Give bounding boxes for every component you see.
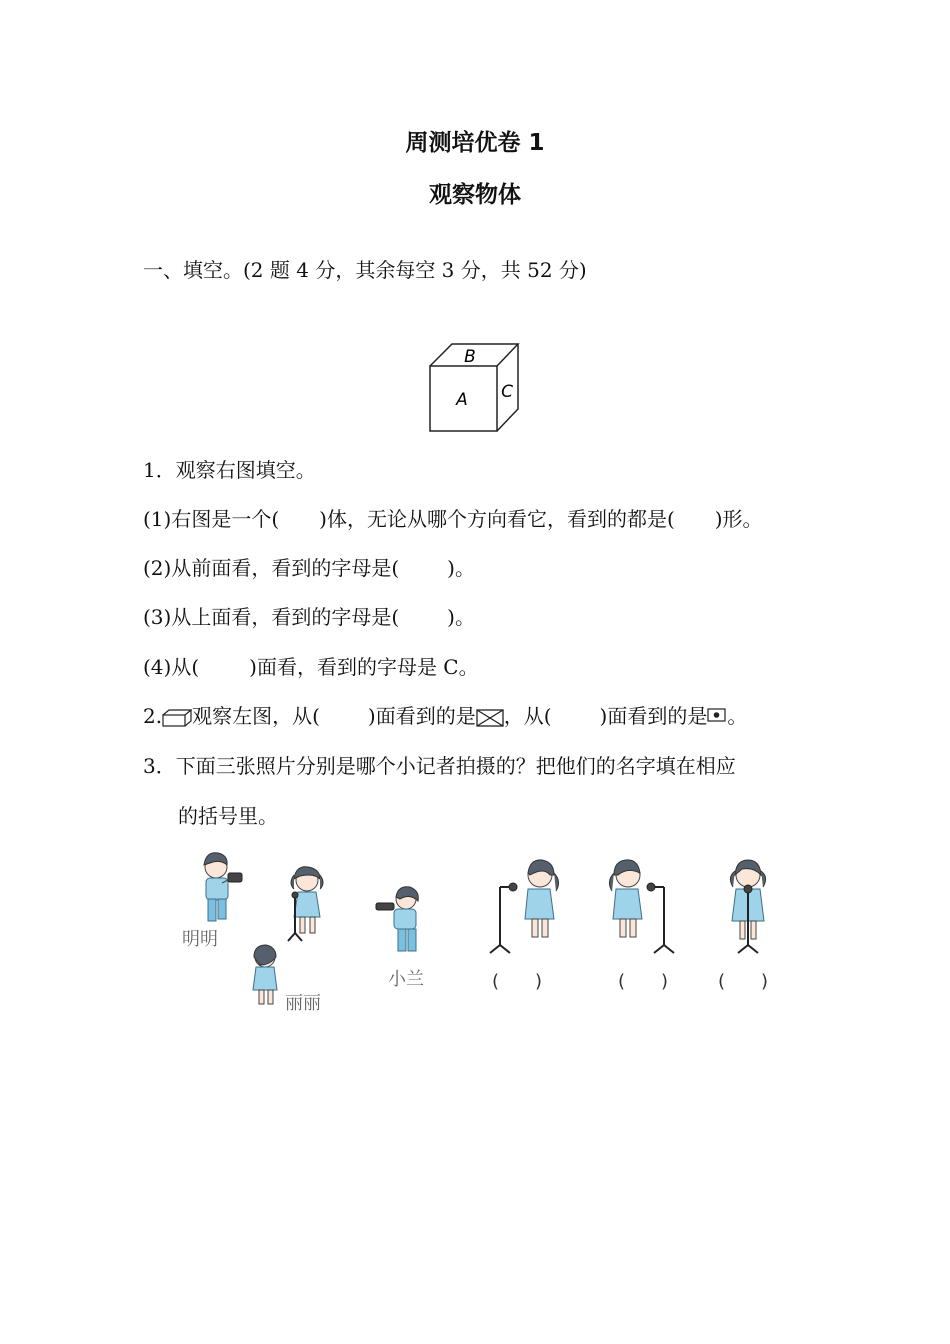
q3-line2: 的括号里。 [178, 804, 278, 828]
q3-line1: 3．下面三张照片分别是哪个小记者拍摄的？把他们的名字填在相应 [143, 754, 736, 778]
q1-part3 [143, 601, 475, 630]
name-lili: 丽丽 [285, 993, 321, 1014]
q1-part3-text-b: )。 [447, 605, 475, 629]
answer-bracket-3[interactable]: ( ) [718, 971, 769, 992]
answer-bracket-1[interactable]: ( ) [492, 971, 543, 992]
q1-part4-text-a: (4)从( [143, 655, 200, 679]
q1-part2-text-b: )。 [447, 556, 475, 580]
q2-text-b: )面看到的是 [367, 704, 476, 728]
q2-text-e: 。 [727, 704, 748, 728]
reporters-figure [170, 845, 800, 1020]
q1-part2 [143, 552, 475, 581]
q2-line [143, 700, 747, 729]
crossed-rectangle-icon [476, 708, 504, 728]
q2-text-d: )面看到的是 [599, 704, 708, 728]
q2-number: 2. [143, 704, 163, 728]
q1-part1-text-c: )形。 [714, 507, 763, 531]
cube-figure [420, 338, 530, 438]
page-title: 周测培优卷 1 [405, 130, 545, 156]
reporter-mingming [182, 853, 242, 950]
q2-text-c: ，从( [503, 704, 552, 728]
cube-label-side: C [501, 382, 513, 402]
q2-text-a: 观察左图，从( [192, 704, 320, 728]
page-subtitle: 观察物体 [429, 182, 521, 208]
name-mingming: 明明 [182, 929, 218, 950]
dotted-rectangle-icon [707, 708, 727, 728]
q1-part3-text-a: (3)从上面看，看到的字母是( [143, 605, 400, 629]
box-shape-icon [162, 708, 192, 728]
singer-center [288, 867, 323, 941]
q1-stem: 1．观察右图填空。 [143, 458, 316, 482]
answer-bracket-2[interactable]: ( ) [618, 971, 669, 992]
reporter-lili [253, 945, 321, 1014]
q1-part4-text-b: )面看，看到的字母是 C。 [249, 655, 479, 679]
cube-label-top: B [464, 347, 476, 367]
q1-part1-text-b: )体，无论从哪个方向看它，看到的都是( [319, 507, 675, 531]
q1-part4 [143, 651, 479, 680]
q1-part1 [143, 503, 763, 532]
section-heading: 一、填空。(2 题 4 分，其余每空 3 分，共 52 分) [143, 258, 587, 282]
name-xiaolan: 小兰 [388, 969, 424, 990]
photo-1 [490, 860, 559, 992]
photo-2 [609, 860, 674, 992]
reporter-xiaolan [376, 887, 424, 990]
q1-part2-text-a: (2)从前面看，看到的字母是( [143, 556, 400, 580]
cube-label-front: A [456, 390, 468, 410]
photo-3 [718, 860, 768, 992]
q1-part1-text-a: (1)右图是一个( [143, 507, 280, 531]
